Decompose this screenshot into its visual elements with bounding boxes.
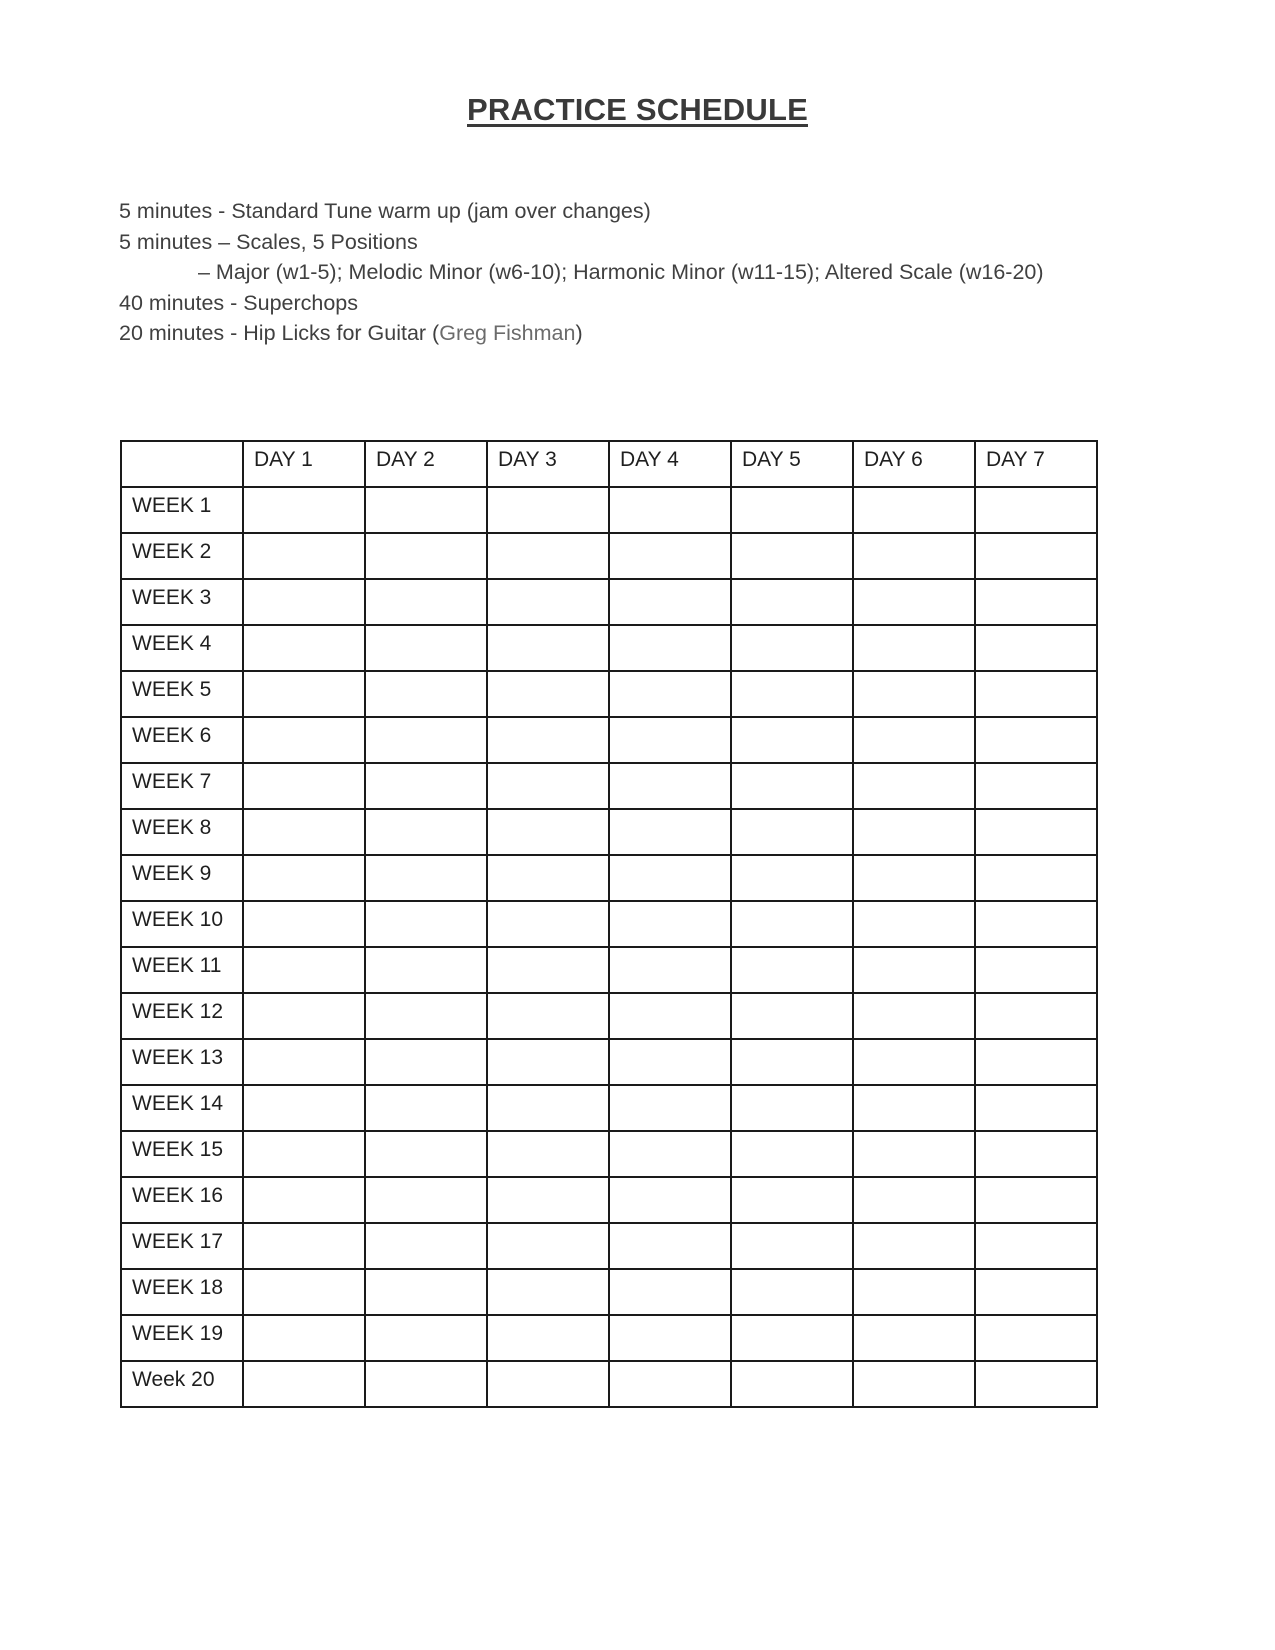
day-label: DAY 5 xyxy=(742,448,801,471)
schedule-cell xyxy=(731,625,853,671)
table-row xyxy=(121,625,1097,671)
schedule-cell xyxy=(975,855,1097,901)
schedule-cell xyxy=(853,1131,975,1177)
week-label: WEEK 18 xyxy=(132,1276,224,1299)
schedule-cell xyxy=(975,901,1097,947)
schedule-cell xyxy=(731,1177,853,1223)
schedule-cell xyxy=(365,1177,487,1223)
day-label: DAY 7 xyxy=(986,448,1045,471)
day-label: DAY 2 xyxy=(376,448,435,471)
schedule-cell xyxy=(731,1361,853,1407)
schedule-cell xyxy=(243,947,365,993)
table-row xyxy=(121,947,1097,993)
week-label: WEEK 16 xyxy=(132,1184,224,1207)
corner-cell xyxy=(121,441,243,487)
table-row xyxy=(121,1269,1097,1315)
week-label: WEEK 10 xyxy=(132,908,224,931)
schedule-cell xyxy=(975,1223,1097,1269)
schedule-cell xyxy=(609,487,731,533)
schedule-cell xyxy=(365,625,487,671)
schedule-cell xyxy=(731,487,853,533)
table-row xyxy=(121,1039,1097,1085)
schedule-cell xyxy=(853,625,975,671)
schedule-cell xyxy=(243,717,365,763)
schedule-cell xyxy=(731,947,853,993)
schedule-cell xyxy=(975,487,1097,533)
schedule-cell xyxy=(609,625,731,671)
table-row xyxy=(121,533,1097,579)
week-label: Week 20 xyxy=(132,1368,215,1391)
schedule-cell xyxy=(243,1039,365,1085)
week-label: WEEK 8 xyxy=(132,816,212,839)
schedule-cell xyxy=(487,625,609,671)
week-header xyxy=(121,717,243,763)
schedule-cell xyxy=(609,855,731,901)
schedule-cell xyxy=(487,487,609,533)
schedule-cell xyxy=(853,579,975,625)
schedule-cell xyxy=(731,579,853,625)
schedule-cell xyxy=(975,533,1097,579)
schedule-cell xyxy=(243,809,365,855)
day-header xyxy=(975,441,1097,487)
schedule-cell xyxy=(243,671,365,717)
schedule-cell xyxy=(609,717,731,763)
table-row xyxy=(121,1315,1097,1361)
day-label: DAY 3 xyxy=(498,448,557,471)
routine-line-hip-licks xyxy=(119,318,1044,349)
schedule-cell xyxy=(487,1039,609,1085)
schedule-cell xyxy=(365,1085,487,1131)
schedule-cell xyxy=(243,1223,365,1269)
schedule-cell xyxy=(365,533,487,579)
week-label: WEEK 3 xyxy=(132,586,212,609)
schedule-cell xyxy=(365,1131,487,1177)
schedule-cell xyxy=(609,1177,731,1223)
schedule-cell xyxy=(365,1315,487,1361)
schedule-cell xyxy=(975,809,1097,855)
week-header xyxy=(121,1177,243,1223)
week-label: WEEK 14 xyxy=(132,1092,224,1115)
schedule-cell xyxy=(731,901,853,947)
routine-line-superchops: 40 minutes - Superchops xyxy=(119,290,359,315)
schedule-cell xyxy=(975,1085,1097,1131)
schedule-cell xyxy=(487,1315,609,1361)
schedule-cell xyxy=(975,1039,1097,1085)
schedule-cell xyxy=(487,993,609,1039)
table-row xyxy=(121,993,1097,1039)
schedule-cell xyxy=(365,901,487,947)
week-header xyxy=(121,947,243,993)
schedule-cell xyxy=(609,1131,731,1177)
schedule-cell xyxy=(487,533,609,579)
week-header xyxy=(121,1223,243,1269)
table-row xyxy=(121,1131,1097,1177)
schedule-cell xyxy=(731,671,853,717)
schedule-cell xyxy=(853,1039,975,1085)
schedule-cell xyxy=(609,1039,731,1085)
week-header xyxy=(121,763,243,809)
schedule-cell xyxy=(243,579,365,625)
author-name: Greg Fishman xyxy=(439,321,576,345)
week-label: WEEK 1 xyxy=(132,494,212,517)
schedule-cell xyxy=(609,1361,731,1407)
schedule-cell xyxy=(853,671,975,717)
day-label: DAY 6 xyxy=(864,448,923,471)
week-label: WEEK 13 xyxy=(132,1046,224,1069)
week-label: WEEK 6 xyxy=(132,724,212,747)
schedule-cell xyxy=(365,1269,487,1315)
schedule-cell xyxy=(609,947,731,993)
week-header xyxy=(121,533,243,579)
schedule-cell xyxy=(975,993,1097,1039)
schedule-cell xyxy=(243,901,365,947)
schedule-cell xyxy=(243,1131,365,1177)
schedule-cell xyxy=(853,533,975,579)
page-title: PRACTICE SCHEDULE xyxy=(467,92,808,127)
schedule-cell xyxy=(853,763,975,809)
schedule-cell xyxy=(487,809,609,855)
schedule-cell xyxy=(853,947,975,993)
schedule-cell xyxy=(609,671,731,717)
schedule-cell xyxy=(487,1269,609,1315)
schedule-cell xyxy=(365,717,487,763)
schedule-cell xyxy=(975,1269,1097,1315)
schedule-cell xyxy=(609,1085,731,1131)
schedule-cell xyxy=(975,1131,1097,1177)
schedule-cell xyxy=(365,579,487,625)
schedule-cell xyxy=(853,993,975,1039)
schedule-cell xyxy=(243,855,365,901)
week-header xyxy=(121,809,243,855)
week-header xyxy=(121,1361,243,1407)
schedule-cell xyxy=(365,487,487,533)
schedule-cell xyxy=(975,717,1097,763)
schedule-cell xyxy=(853,717,975,763)
schedule-cell xyxy=(731,993,853,1039)
schedule-cell xyxy=(365,1223,487,1269)
schedule-cell xyxy=(853,1085,975,1131)
table-row xyxy=(121,579,1097,625)
schedule-cell xyxy=(731,1223,853,1269)
routine-line-scales: 5 minutes – Scales, 5 Positions xyxy=(119,229,418,254)
week-header xyxy=(121,671,243,717)
routine-line-warmup: 5 minutes - Standard Tune warm up (jam over changes) xyxy=(119,199,651,223)
schedule-cell xyxy=(365,809,487,855)
week-header xyxy=(121,1269,243,1315)
table-row xyxy=(121,717,1097,763)
week-label: WEEK 12 xyxy=(132,1000,224,1023)
schedule-cell xyxy=(487,763,609,809)
schedule-cell xyxy=(487,1177,609,1223)
schedule-cell xyxy=(365,1361,487,1407)
schedule-cell xyxy=(975,671,1097,717)
schedule-cell xyxy=(609,1223,731,1269)
schedule-cell xyxy=(487,671,609,717)
day-header xyxy=(853,441,975,487)
schedule-cell xyxy=(731,763,853,809)
day-header xyxy=(609,441,731,487)
header-row xyxy=(121,441,1097,487)
schedule-cell xyxy=(609,533,731,579)
schedule-cell xyxy=(853,1223,975,1269)
schedule-cell xyxy=(487,901,609,947)
schedule-cell xyxy=(731,1085,853,1131)
schedule-cell xyxy=(243,993,365,1039)
week-header xyxy=(121,855,243,901)
week-label: WEEK 4 xyxy=(132,632,212,655)
week-header xyxy=(121,487,243,533)
table-row xyxy=(121,1223,1097,1269)
schedule-cell xyxy=(365,855,487,901)
schedule-cell xyxy=(243,1269,365,1315)
schedule-cell xyxy=(975,763,1097,809)
table-row xyxy=(121,671,1097,717)
week-label: WEEK 9 xyxy=(132,862,212,885)
schedule-cell xyxy=(731,809,853,855)
week-label: WEEK 7 xyxy=(132,770,212,793)
schedule-cell xyxy=(853,809,975,855)
week-header xyxy=(121,1315,243,1361)
schedule-cell xyxy=(243,1315,365,1361)
schedule-cell xyxy=(975,579,1097,625)
schedule-cell xyxy=(243,487,365,533)
schedule-cell xyxy=(731,1269,853,1315)
schedule-cell xyxy=(609,579,731,625)
day-label: DAY 1 xyxy=(254,448,313,471)
schedule-cell xyxy=(243,533,365,579)
week-label: WEEK 17 xyxy=(132,1230,224,1253)
schedule-cell xyxy=(243,1085,365,1131)
week-label: WEEK 5 xyxy=(132,678,212,701)
schedule-cell xyxy=(365,763,487,809)
schedule-cell xyxy=(609,993,731,1039)
schedule-cell xyxy=(975,1315,1097,1361)
schedule-cell xyxy=(853,901,975,947)
day-header xyxy=(365,441,487,487)
schedule-cell xyxy=(487,717,609,763)
table-row xyxy=(121,1177,1097,1223)
schedule-cell xyxy=(243,1361,365,1407)
schedule-cell xyxy=(975,625,1097,671)
week-header xyxy=(121,579,243,625)
week-label: WEEK 11 xyxy=(132,954,222,977)
schedule-cell xyxy=(975,1177,1097,1223)
schedule-cell xyxy=(731,533,853,579)
corner-label xyxy=(132,442,242,449)
day-header xyxy=(487,441,609,487)
schedule-cell xyxy=(365,671,487,717)
schedule-cell xyxy=(853,1361,975,1407)
week-header xyxy=(121,1131,243,1177)
schedule-cell xyxy=(365,947,487,993)
schedule-cell xyxy=(487,1223,609,1269)
day-label: DAY 4 xyxy=(620,448,679,471)
schedule-cell xyxy=(609,901,731,947)
schedule-cell xyxy=(975,1361,1097,1407)
schedule-cell xyxy=(853,855,975,901)
week-header xyxy=(121,901,243,947)
table-row xyxy=(121,487,1097,533)
week-header xyxy=(121,1039,243,1085)
schedule-cell xyxy=(609,1315,731,1361)
table-row xyxy=(121,855,1097,901)
schedule-cell xyxy=(487,1131,609,1177)
schedule-cell xyxy=(487,947,609,993)
schedule-cell xyxy=(853,1269,975,1315)
routine-line-scale-schedule: – Major (w1-5); Melodic Minor (w6-10); Harmonic Minor (w11-15); Altered Scale (w16-20) xyxy=(198,260,1044,284)
schedule-cell xyxy=(487,1361,609,1407)
week-header xyxy=(121,625,243,671)
schedule-table xyxy=(120,440,1098,1408)
schedule-cell xyxy=(487,579,609,625)
week-label: WEEK 19 xyxy=(132,1322,224,1345)
schedule-table-body xyxy=(121,441,1097,1407)
week-label: WEEK 2 xyxy=(132,540,212,563)
schedule-cell xyxy=(731,855,853,901)
practice-routine xyxy=(119,196,1044,349)
table-row xyxy=(121,1085,1097,1131)
schedule-cell xyxy=(853,1315,975,1361)
hip-licks-close: ) xyxy=(575,321,583,345)
schedule-cell xyxy=(975,947,1097,993)
schedule-cell xyxy=(731,1315,853,1361)
table-row xyxy=(121,1361,1097,1407)
week-label: WEEK 15 xyxy=(132,1138,224,1161)
schedule-cell xyxy=(609,763,731,809)
day-header xyxy=(243,441,365,487)
schedule-cell xyxy=(487,1085,609,1131)
day-header xyxy=(731,441,853,487)
schedule-cell xyxy=(731,1039,853,1085)
table-row xyxy=(121,901,1097,947)
schedule-cell xyxy=(365,1039,487,1085)
week-header xyxy=(121,1085,243,1131)
schedule-cell xyxy=(731,1131,853,1177)
hip-licks-text: 20 minutes - Hip Licks for Guitar ( xyxy=(119,321,440,345)
week-header xyxy=(121,993,243,1039)
schedule-cell xyxy=(365,993,487,1039)
schedule-cell xyxy=(731,717,853,763)
schedule-cell xyxy=(853,1177,975,1223)
table-row xyxy=(121,763,1097,809)
schedule-cell xyxy=(487,855,609,901)
schedule-cell xyxy=(609,809,731,855)
schedule-cell xyxy=(609,1269,731,1315)
schedule-cell xyxy=(243,763,365,809)
table-row xyxy=(121,809,1097,855)
schedule-cell xyxy=(853,487,975,533)
schedule-cell xyxy=(243,1177,365,1223)
schedule-cell xyxy=(243,625,365,671)
